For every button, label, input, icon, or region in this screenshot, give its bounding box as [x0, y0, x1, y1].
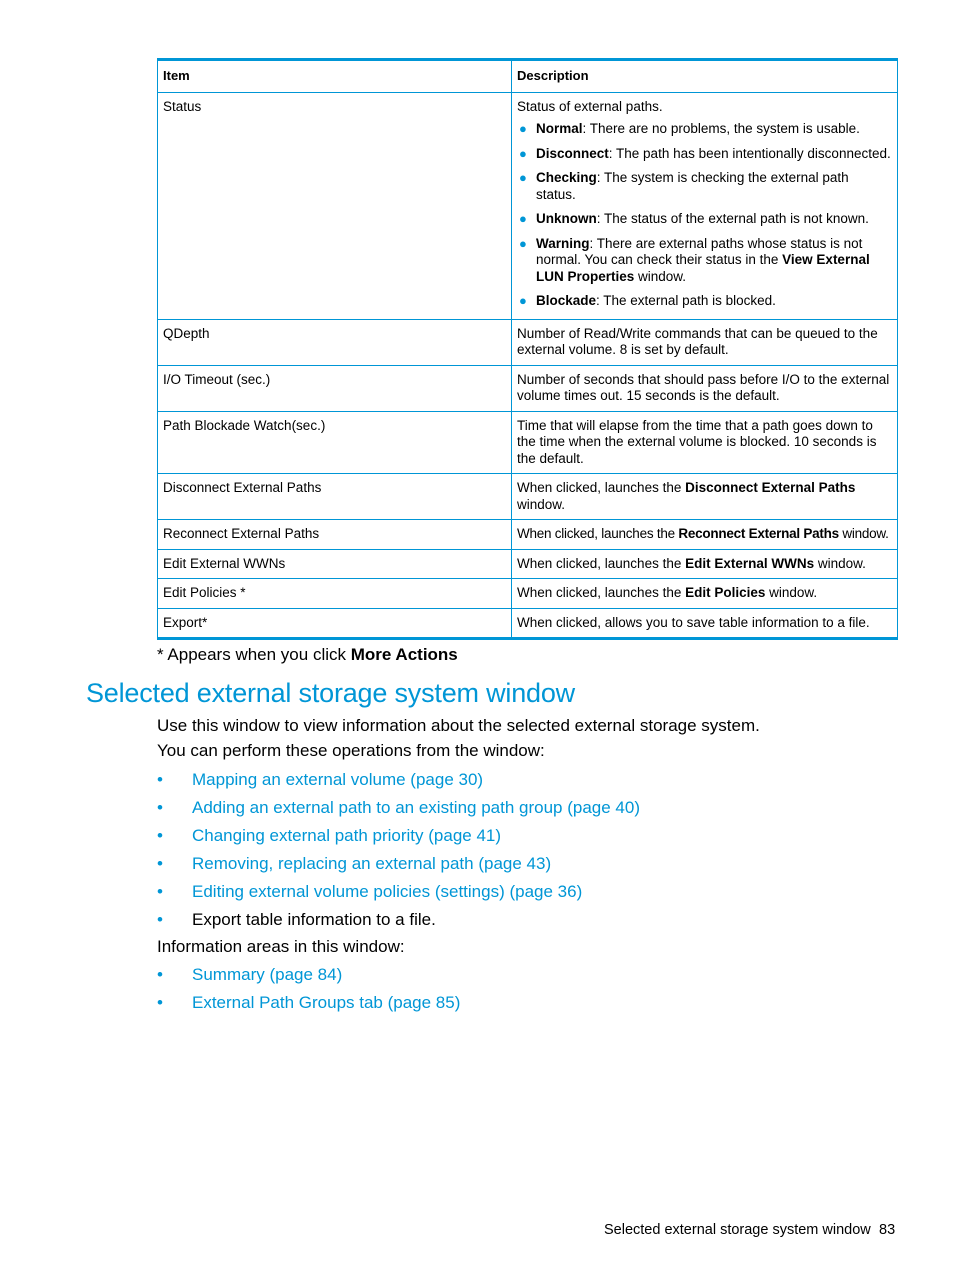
- bullet-icon: ●: [519, 145, 527, 161]
- cell-item: Reconnect External Paths: [158, 520, 512, 550]
- section-intro: Use this window to view information about the selected external storage system.: [157, 716, 760, 735]
- area-link[interactable]: External Path Groups tab (page 85): [192, 993, 461, 1012]
- cell-description: When clicked, launches the Reconnect External Paths window.: [512, 520, 898, 550]
- status-intro: Status of external paths.: [517, 98, 663, 114]
- cell-description: When clicked, allows you to save table information to a file.: [512, 608, 898, 639]
- bullet-icon: ●: [519, 293, 527, 308]
- table-row-status: [158, 92, 898, 319]
- cell-item: Edit Policies *: [158, 579, 512, 609]
- properties-table: [157, 58, 898, 640]
- table-row: [158, 608, 898, 639]
- cell-description: Time that will elapse from the time that a path goes down to the time when the external volume is blocked. 10 seconds is the default.: [512, 411, 898, 474]
- header-description: Description: [512, 60, 898, 93]
- bullet-icon: •: [157, 854, 163, 873]
- cell-item: Export*: [158, 608, 512, 639]
- table-row: [158, 411, 898, 474]
- header-item: Item: [158, 60, 512, 93]
- cell-description: Number of Read/Write commands that can be queued to the external volume. 8 is set by default.: [512, 319, 898, 365]
- cell-description: When clicked, launches the Edit External WWNs window.: [512, 549, 898, 579]
- status-item-normal: ● Normal: There are no problems, the system is usable.: [519, 121, 860, 136]
- table-row: [158, 319, 898, 365]
- cell-item: Edit External WWNs: [158, 549, 512, 579]
- bullet-icon: ●: [519, 211, 527, 226]
- status-item-unknown: ● Unknown: The status of the external path is not known.: [519, 211, 869, 226]
- table-row: [158, 365, 898, 411]
- table-header-row: [158, 60, 898, 93]
- cell-description: Number of seconds that should pass before I/O to the external volume times out. 15 seconds is the default.: [512, 365, 898, 411]
- bullet-icon: •: [157, 826, 163, 845]
- more-actions-note: * Appears when you click More Actions: [157, 645, 458, 664]
- operation-link[interactable]: Removing, replacing an external path (page 43): [192, 854, 552, 873]
- bullet-icon: •: [157, 798, 163, 817]
- status-item-disconnect: ● Disconnect: The path has been intentionally disconnected.: [519, 145, 891, 161]
- bullet-icon: ●: [519, 121, 527, 136]
- list-item[interactable]: [157, 798, 640, 826]
- table-row: [158, 579, 898, 609]
- bullet-icon: •: [157, 910, 163, 929]
- page-number: 83: [879, 1222, 896, 1238]
- status-item-blockade: ● Blockade: The external path is blocked.: [519, 293, 776, 308]
- cell-item: Status: [158, 92, 512, 319]
- bullet-icon: ●: [519, 170, 527, 185]
- list-item[interactable]: [157, 882, 640, 910]
- footer-title: Selected external storage system window: [604, 1222, 871, 1238]
- status-item-warning: ● Warning: There are external paths whose status is not normal. You can check their status in the View External LUN Properties window.: [519, 235, 870, 284]
- cell-item: I/O Timeout (sec.): [158, 365, 512, 411]
- bullet-icon: •: [157, 965, 163, 984]
- cell-description: When clicked, launches the Disconnect External Paths window.: [512, 474, 898, 520]
- list-item[interactable]: [157, 965, 460, 993]
- operation-link[interactable]: Changing external path priority (page 41): [192, 826, 502, 845]
- operations-list: [157, 770, 640, 938]
- list-item[interactable]: [157, 770, 640, 798]
- status-list: [517, 121, 892, 310]
- operation-link[interactable]: Mapping an external volume (page 30): [192, 770, 484, 789]
- cell-description: [512, 92, 898, 319]
- table-row: [158, 474, 898, 520]
- table-row: [158, 549, 898, 579]
- cell-item: Disconnect External Paths: [158, 474, 512, 520]
- operation-link[interactable]: Editing external volume policies (settings) (page 36): [192, 882, 583, 901]
- area-link[interactable]: Summary (page 84): [192, 965, 343, 984]
- list-item[interactable]: [157, 854, 640, 882]
- bullet-icon: •: [157, 993, 163, 1012]
- cell-item: QDepth: [158, 319, 512, 365]
- list-item[interactable]: [157, 826, 640, 854]
- status-item-checking: ● Checking: The system is checking the external path status.: [519, 170, 849, 202]
- list-item: [157, 910, 640, 938]
- list-item[interactable]: [157, 993, 460, 1021]
- cell-description: When clicked, launches the Edit Policies window.: [512, 579, 898, 609]
- cell-item: Path Blockade Watch(sec.): [158, 411, 512, 474]
- operations-intro: You can perform these operations from the window:: [157, 741, 545, 760]
- bullet-icon: ●: [519, 235, 527, 251]
- bullet-icon: •: [157, 882, 163, 901]
- bullet-icon: •: [157, 770, 163, 789]
- table-row: [158, 520, 898, 550]
- operation-text: Export table information to a file.: [192, 910, 436, 929]
- areas-list: [157, 965, 460, 1021]
- areas-intro: Information areas in this window:: [157, 937, 405, 956]
- operation-link[interactable]: Adding an external path to an existing path group (page 40): [192, 798, 640, 817]
- section-title: Selected external storage system window: [86, 678, 575, 708]
